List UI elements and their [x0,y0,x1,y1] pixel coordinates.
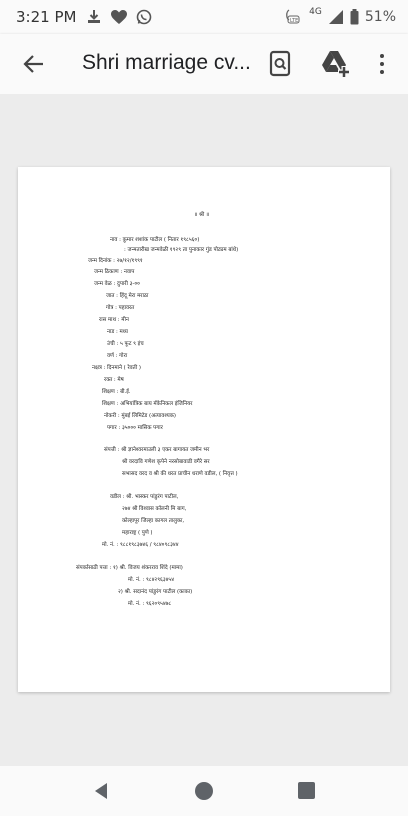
doc-line: गोत्र : पहावरत [106,305,135,311]
system-nav-bar [0,766,408,816]
document-search-icon [268,50,292,78]
nav-back-icon[interactable] [92,782,110,800]
doc-line: जन्म ठिकाण : नवाप [94,269,135,275]
document-title: Shri marriage cv... [82,51,251,74]
doc-line: रक्त : मेष [104,377,124,383]
system-icons [283,8,396,26]
doc-line: २) श्री. सदानंद पांडुरंग पाटील (काका) [118,589,193,595]
doc-line: सभासद वरद व श्री की धरत प्राचीन धराणे वडील, ( निवृत्त ) [122,471,238,477]
notification-icons [86,9,152,25]
status-bar [0,0,408,34]
nav-home-icon[interactable] [195,782,213,800]
status-time: 3:21 PM [16,8,77,26]
doc-line: शिक्षण : बी.ई. [102,389,131,395]
doc-line: पगार : ३५००० मासिक पगार [107,425,163,431]
heart-icon [110,9,128,25]
more-options-button[interactable] [372,50,392,78]
doc-line: शिक्षण : अभियांत्रिक बाय मॅकेनिकल इंजिनियर [102,401,193,407]
doc-line: मो. नं. : ९८८१९८३७४६ / ९८४०९८३४४ [102,542,179,548]
add-to-drive-button[interactable] [320,49,352,79]
doc-line: नक्षत्र : दिनमाने ( रेवती ) [92,365,141,371]
doc-heading: ॥ श्री ॥ [194,212,210,218]
back-button[interactable] [20,50,48,78]
more-vertical-icon-dot [380,70,384,74]
doc-line: जात : हिंदू मेरा मराठा [106,293,149,299]
nav-recents-icon[interactable] [298,782,315,799]
doc-line: जन्म दिनांक : २७/१२/१९९१ [88,258,143,264]
doc-line: संपर्कासाठी पत्ता : १) श्री. विजय शंकरराव शिंदे (मामा) [76,565,183,571]
document-search-button[interactable] [268,50,296,78]
document-viewer[interactable] [0,94,408,766]
battery-percentage: 51% [364,9,396,25]
more-vertical-icon-dot [380,62,384,66]
doc-line: श्री वरदावि गणेश कृपेने नरसोबावाडी वगैरे सर [122,459,210,465]
arrow-back-icon [23,53,45,75]
doc-line: वर्ण : गोरा [107,353,128,359]
doc-line: नाव : कुमार शशांक पाटील ( नितार १९८५६०) [110,237,200,243]
whatsapp-icon [136,9,152,25]
doc-line: वडील : श्री. भास्कर पांडुरंग पाटील, [110,494,179,500]
network-type: 4G [309,7,322,17]
doc-line: रास माथ : मीन [99,317,129,323]
volte-icon [283,8,303,26]
add-to-drive-icon [320,49,352,79]
doc-line: : जन्मतारीख जन्मवेळी १९२९ ता पुनाकार गुंड पोट्यम बांधे) [124,247,239,253]
document-page[interactable] [18,167,390,692]
doc-line: नाड : मध्य [107,329,128,335]
signal-icon [328,9,344,25]
doc-line: मो. नं. : ९६२०९५४७८ [128,601,172,607]
doc-line: जन्म वेळ : दुपारी ३-०० [94,281,140,287]
download-icon [86,9,102,25]
app-bar [0,34,408,94]
svg-text:LTE: LTE [290,18,299,24]
battery-icon [350,9,359,25]
doc-line: कोल्हापूर जिल्हा कागल तालुका, [122,518,185,524]
doc-line: नोकरी : मुंबई लिमिटेड (अत्यावश्यक) [104,413,176,419]
doc-line: उंची : ५ फूट ९ इंच [107,341,144,347]
doc-line: महाराष्ट्र ( पुणे ) [122,530,153,536]
doc-line: २७४ श्री विश्वास कॉलनी मि बाग, [122,506,187,512]
doc-line: मो. नं. : ९८४२९६३४५४ [128,577,175,583]
more-vertical-icon [380,54,384,58]
doc-line: संपत्ती : श्री ज्ञानेश्वरमाउली ३ एकर बागायत जमीन भर [104,447,210,453]
